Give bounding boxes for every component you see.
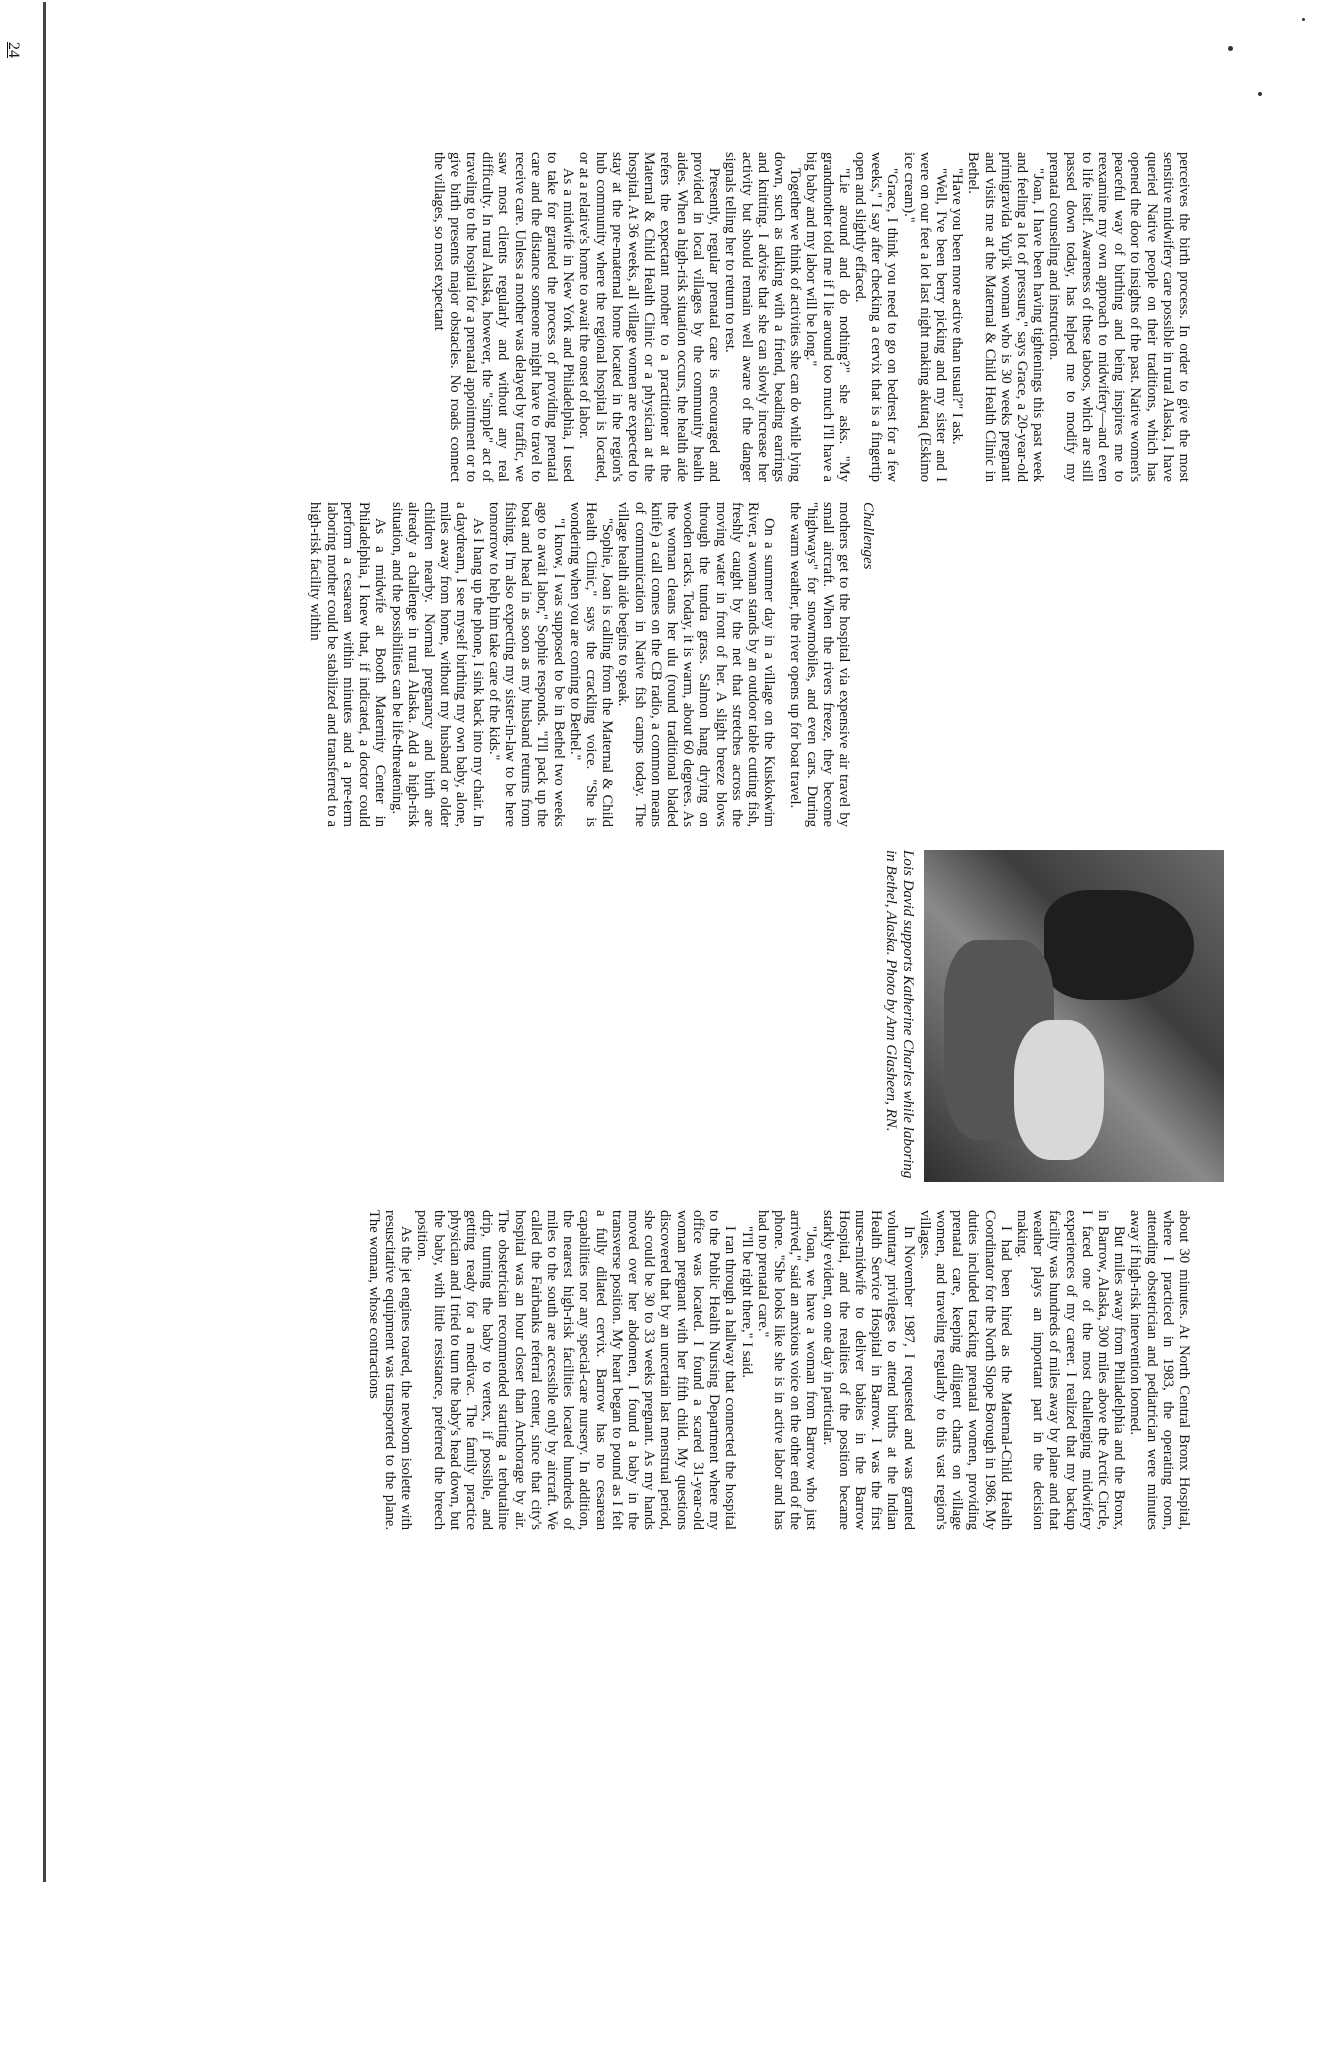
scan-speck <box>1228 46 1233 51</box>
photo-figure <box>1014 1020 1104 1160</box>
paragraph: Together we think of activities she can do while lying down, such as talking with a friend, beading earrings and knitting. I advise that she can slowly increase her activity but should remain well aware of the danger signals telling her to return to rest. <box>722 152 804 482</box>
paragraph: perceives the birth process. In order to give the most sensitive midwifery care possible in rural Alaska, I have queried Native people on their traditions, which has opened the door to insights of the past. Native women's peaceful way of birthing and being inspires me to reexamine my own approach to midwifery—and even to life itself. Awareness of these taboos, which are still passed down today, has helped me to modify my prenatal counseling and instruction. <box>1046 152 1192 482</box>
paragraph: As the jet engines roared, the newborn isolette with resuscitative equipment was transported to the plane. The woman, whose contractions <box>365 1210 415 1530</box>
paragraph: I had been hired as the Maternal-Child Health Coordinator for the North Slope Borough in 1986. My duties included tracking prenatal women, providing prenatal care, keeping diligent charts on village women, and traveling regularly to this vast region's villages. <box>916 1210 1014 1530</box>
paragraph: Presently, regular prenatal care is encouraged and provided in local villages by the community health aides. When a high-risk situation occurs, the health aide refers the expectant mother to a practitioner at the Maternal & Child Health Clinic or a physician at the hospital. At 36 weeks, all village women are expected to stay at the pre-maternal home located in the region's hub community where the regional hospital is located, or at a relative's home to await the onset of labor. <box>576 152 723 482</box>
scan-speck <box>1258 92 1262 96</box>
photo-figure <box>1044 890 1194 1000</box>
paragraph: "Sophie, Joan is calling from the Maternal & Child Health Clinic," says the crackling voice. "She is wondering when you are coming to Bethel." <box>566 502 616 827</box>
paragraph: "Have you been more active than usual?" I ask. <box>949 168 966 445</box>
paragraph: As I hang up the phone, I sink back into my chair. In a daydream, I see myself birthing my own baby, alone, miles away from home, without my husband or older children nearby. Normal pregnancy and birth are already a challenge in rural Alaska. Add a high-risk situation, and the possibilities can be life-threatening. <box>388 502 486 827</box>
article-column-1 <box>47 152 1192 482</box>
paragraph: "Lie around and do nothing?" she asks. "My grandmother told me if I lie around too much I'll have a big baby and my labor will be long." <box>803 152 852 482</box>
scan-speck <box>1302 18 1305 21</box>
paragraph: about 30 minutes. At North Central Bronx Hospital, where I practiced in 1983, the operating room, attending obstetrician and pediatrician were minutes away if high-risk intervention loomed. <box>1127 1210 1192 1530</box>
page-number: 24 <box>5 42 22 58</box>
paragraph: "Well, I've been berry picking and my sister and I were on our feet a lot last night making akutaq (Eskimo ice cream)." <box>900 152 949 482</box>
paragraph: "Joan, I have been having tightenings this past week and feeling a lot of pressure," says Grace, a 20-year-old primigravida Yup'ik woman who is 30 weeks pregnant and visits me at the Maternal & Child Health Clinic in Bethel. <box>965 152 1047 482</box>
article-column-2 <box>47 502 852 827</box>
paragraph: As a midwife in New York and Philadelphia, I used to take for granted the process of providing prenatal care and the distance someone might have to travel to receive care. Unless a mother was delayed by traffic, we saw most clients regularly and without any real difficulty. In rural Alaska, however, the "simple" act of traveling to the hospital for a prenatal appointment or to give birth presents major obstacles. No roads connect the villages, so most expectant <box>430 152 577 482</box>
paragraph: I ran through a hallway that connected the hospital to the Public Health Nursing Department where my office was located. I found a scared 31-year-old woman pregnant with her fifth child. My questions discovered that by an uncertain last menstrual period, she could be 30 to 33 weeks pregnant. As my hands moved over her abdomen, I found a baby in the transverse position. My heart began to pound as I felt a fully dilated cervix. Barrow has no cesarean capabilities nor any special-care nursery. In addition, the nearest high-risk facilities located hundreds of miles to the south are accessible only by aircraft. We called the Fairbanks referral center, since that city's hospital was an hour closer than Anchorage by air. The obstetrician recommended starting a terbutaline drip, turning the baby to vertex, if possible, and getting ready for a medivac. The family practice physician and I tried to turn the baby's head down, but the baby, with little resistance, preferred the breech position. <box>414 1210 739 1530</box>
paragraph: "Grace, I think you need to go on bedrest for a few weeks," I say after checking a cervix that is a fingertip open and slightly effaced. <box>851 152 901 482</box>
paragraph: On a summer day in a village on the Kuskokwim River, a woman stands by an outdoor table cutting fish, freshly caught by the net that stretches across the moving water in front of her. A slight breeze blows through the tundra grass. Salmon hang drying on wooden racks. Today, it is warm, about 60 degrees. As the woman cleans her ulu (round traditional bladed knife) a call comes on the CB radio, a common means of communication in Native fish camps today. The village health aide begins to speak. <box>615 502 778 827</box>
paragraph: mothers get to the hospital via expensive air travel by small aircraft. When the rivers freeze, they become "highways" for snowmobiles, and even cars. During the warm weather, the river opens up for boat travel. <box>787 502 852 827</box>
magazine-page <box>2 2 1232 1882</box>
paragraph: But miles away from Philadelphia and the Bronx, in Barrow, Alaska, 300 miles above the Arctic Circle, I faced one of the most challenging midwifery experiences of my career. I realized that my backup facility was hundreds of miles away by plane and that weather plays an important part in the decision making. <box>1013 1210 1128 1530</box>
article-photo <box>924 850 1224 1182</box>
paragraph: As a midwife at Booth Maternity Center in Philadelphia, I knew that, if indicated, a doctor could perform a cesarean within minutes and a pre-term laboring mother could be stabilized and transferred to a high-risk facility within <box>307 502 389 827</box>
section-subhead: Challenges <box>860 502 876 570</box>
paragraph: "Joan, we have a woman from Barrow who just arrived," said an anxious voice on the other end of the phone. "She looks like she is in active labor and has had no prenatal care." <box>754 1210 820 1530</box>
article-column-3 <box>47 1210 1192 1530</box>
page-bottom-edge <box>43 2 46 1882</box>
paragraph: "I'll be right there," I said. <box>738 1226 755 1378</box>
paragraph: "I know, I was supposed to be in Bethel two weeks ago to await labor," Sophie responds. "I'll pack up the boat and head in as soon as my husband returns from fishing. I'm also expecting my sister-in-law to be here tomorrow to help him take care of the kids." <box>485 502 567 827</box>
photo-caption: Lois David supports Katherine Charles while laboring in Bethel, Alaska. Photo by Ann Glasheen, RN. <box>883 850 916 1179</box>
paragraph: In November 1987, I requested and was granted voluntary privileges to attend births at the Indian Health Service Hospital in Barrow. I was the first nurse-midwife to deliver babies in the Barrow Hospital, and the realities of the position became starkly evident, on one day in particular. <box>819 1210 917 1530</box>
